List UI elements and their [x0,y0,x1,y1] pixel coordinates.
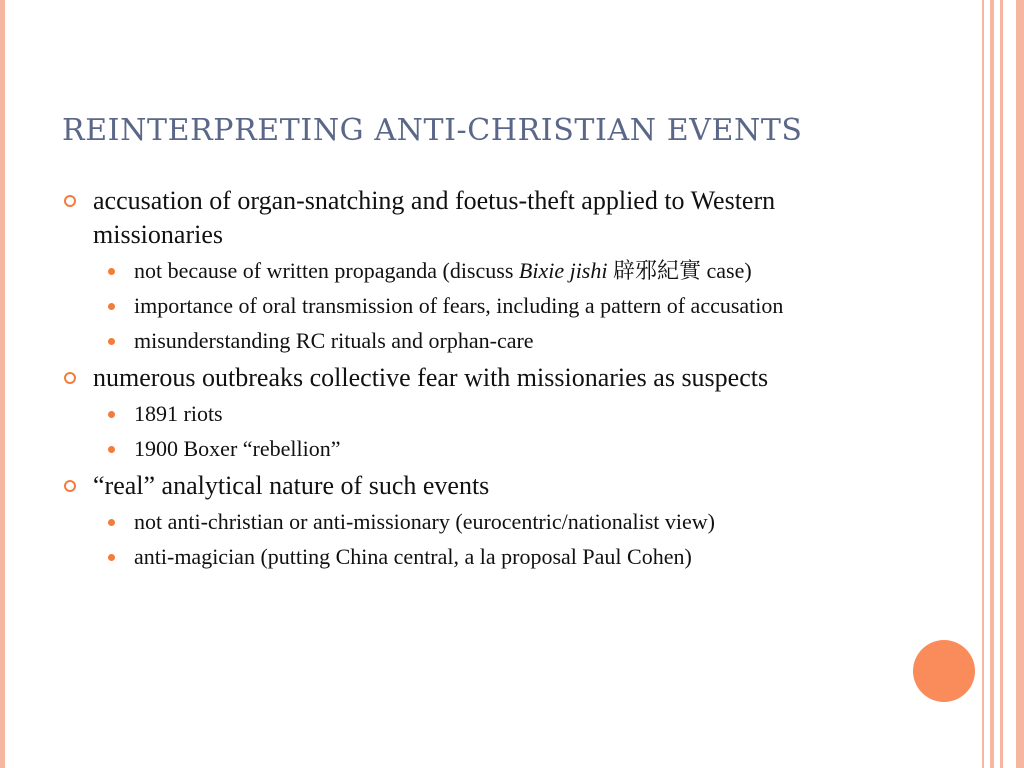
bullet-text: accusation of organ-snatching and foetus-theft applied to Western missionaries [93,186,776,249]
bullet-text: numerous outbreaks collective fear with missionaries as suspects [93,363,769,392]
sub-bullet-item [62,399,882,428]
dot-bullet-icon [108,268,115,275]
right-border-line [1000,0,1003,768]
dot-bullet-icon [108,554,115,561]
sub-bullet-text-before: not because of written propaganda (discuss [134,258,519,283]
ring-bullet-icon [64,195,76,207]
right-border-line [982,0,984,768]
decorative-circle [913,640,975,702]
dot-bullet-icon [108,303,115,310]
slide-title: REINTERPRETING ANTI-CHRISTIAN EVENTS [62,113,803,148]
right-border-line [990,0,994,768]
dot-bullet-icon [108,411,115,418]
sub-bullet-text: not anti-christian or anti-missionary (eurocentric/nationalist view) [134,509,715,534]
sub-bullet-item [62,291,882,320]
sub-bullet-item [62,434,882,463]
sub-bullet-text: 1900 Boxer “rebellion” [134,436,341,461]
sub-bullet-text: misunderstanding RC rituals and orphan-care [134,328,534,353]
right-border-stripe [1016,0,1024,768]
bullet-text: “real” analytical nature of such events [93,471,490,500]
sub-bullet-item [62,542,882,571]
sub-bullet-text: 1891 riots [134,401,223,426]
sub-bullet-item [62,326,882,355]
left-border-stripe [0,0,5,768]
bullet-item [62,184,882,252]
sub-bullet-text: anti-magician (putting China central, a la proposal Paul Cohen) [134,544,692,569]
bullet-list [62,184,882,577]
dot-bullet-icon [108,338,115,345]
sub-bullet-text-after: 辟邪紀實 case) [607,258,752,283]
sub-bullet-item [62,256,882,285]
bullet-item [62,469,882,503]
sub-bullet-item [62,507,882,536]
ring-bullet-icon [64,480,76,492]
dot-bullet-icon [108,519,115,526]
ring-bullet-icon [64,372,76,384]
book-title: Bixie jishi [518,258,608,283]
dot-bullet-icon [108,446,115,453]
sub-bullet-text: importance of oral transmission of fears, including a pattern of accusation [134,293,784,318]
bullet-item [62,361,882,395]
